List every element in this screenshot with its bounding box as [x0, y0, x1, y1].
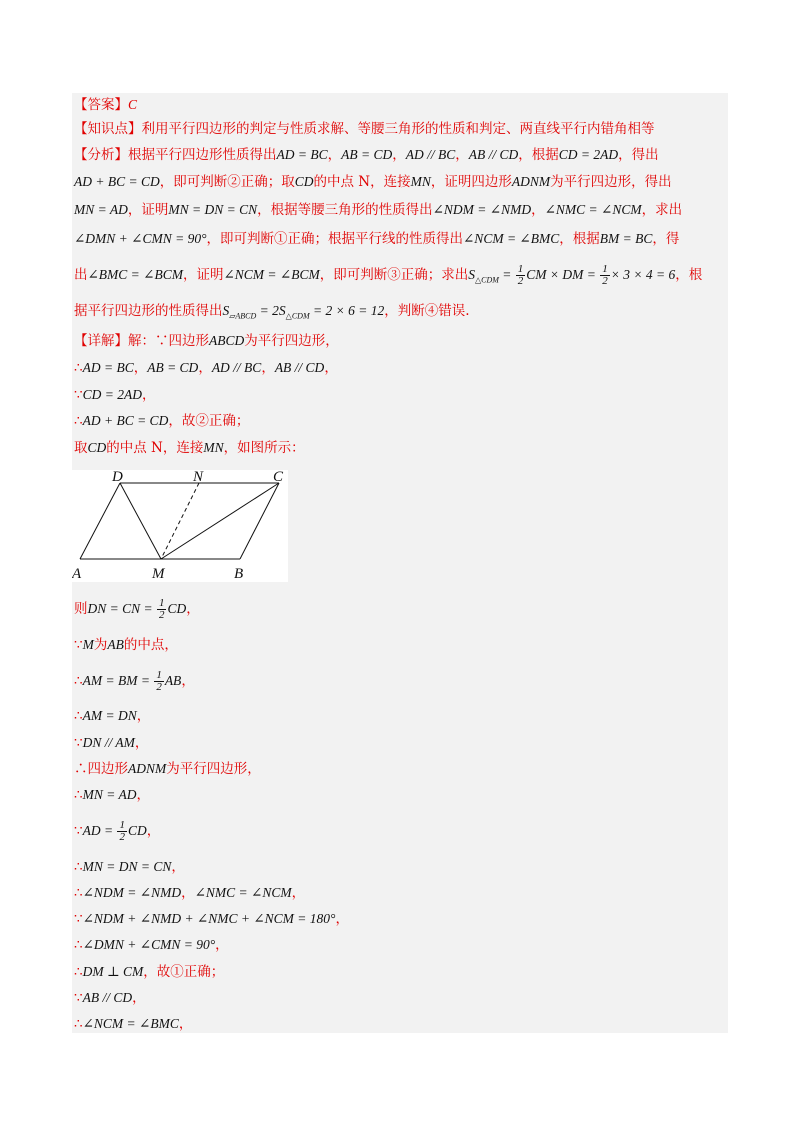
detail-line-1: 【详解】解：∵四边形ABCD为平行四边形， — [74, 333, 339, 349]
analysis-line-1: 【分析】根据平行四边形性质得出AD = BC，AB = CD，AD // BC，AB // CD，根据CD = 2AD，得出 — [74, 147, 659, 163]
step-7: ∴MN = AD， — [74, 787, 150, 803]
fraction: $\frac{1}{2}$ — [602, 263, 608, 287]
answer-line — [74, 96, 724, 114]
parallelogram-figure — [72, 470, 288, 582]
segment-CM — [161, 483, 279, 559]
fraction: $\frac{1}{2}$ — [517, 263, 524, 287]
segment-DM — [120, 483, 161, 559]
step-8: ∵AD = $\frac{1}{2}$ CD， — [74, 819, 161, 843]
step-4: ∴AM = DN， — [74, 708, 151, 724]
label-N: N — [193, 470, 204, 485]
step-2: ∵M为AB的中点， — [74, 637, 178, 653]
step-15: ∴∠NCM = ∠BMC， — [74, 1016, 193, 1032]
detail-line-4: ∴AD + BC = CD，故②正确； — [74, 413, 250, 429]
label-B: B — [234, 566, 244, 582]
detail-line-2: ∴AD = BC，AB = CD，AD // BC，AB // CD， — [74, 360, 338, 376]
step-1: 则DN = CN = $\frac{1}{2}$ CD， — [74, 597, 200, 621]
label-C: C — [273, 470, 284, 485]
fraction: $\frac{1}{2}$ — [156, 669, 162, 693]
answer-value: C — [128, 97, 138, 112]
step-10: ∴∠NDM = ∠NMD，∠NMC = ∠NCM， — [74, 885, 306, 901]
label-M: M — [152, 566, 165, 582]
fraction: $\frac{1}{2}$ — [119, 819, 125, 843]
knowledge-line — [74, 120, 724, 138]
step-9: ∴MN = DN = CN， — [74, 859, 185, 875]
analysis-line-3: MN = AD，证明MN = DN = CN，根据等腰三角形的性质得出∠NDM = ∠NMD，∠NMC = ∠NCM，求出 — [74, 202, 683, 218]
segment-NM-dashed — [161, 483, 199, 559]
label-D: D — [112, 470, 123, 485]
fraction: $\frac{1}{2}$ — [158, 597, 165, 621]
detail-line-5: 取CD的中点 N，连接MN，如图所示： — [74, 440, 305, 456]
detail-label: 【详解】 — [74, 333, 128, 349]
answer-label: 【答案】 — [74, 97, 128, 113]
step-11: ∵∠NDM + ∠NMD + ∠NMC + ∠NCM = 180°， — [74, 911, 349, 927]
detail-line-3: ∵CD = 2AD， — [74, 387, 156, 403]
step-5: ∵DN // AM， — [74, 735, 149, 751]
analysis-line-2: AD + BC = CD，即可判断②正确；取CD的中点 N，连接MN，证明四边形ADNM为平行四边形，得出 — [74, 174, 672, 190]
analysis-line-5: 出∠BMC = ∠BCM，证明∠NCM = ∠BCM，即可判断③正确；求出$S_{\triangle CDM}$ = $\frac{1}{2}$ CM × DM = $\frac{1}{2}$ × 3 × 4 = 6，根 — [74, 263, 703, 287]
label-A: A — [72, 566, 82, 582]
knowledge-label: 【知识点】 — [74, 121, 142, 137]
step-13: ∴DM ⊥ CM，故①正确； — [74, 964, 225, 980]
analysis-line-6: 据平行四边形的性质得出$S_{▱ABCD} = 2S_{\triangle CDM} = 2 \times 6 = 12$，判断④错误. — [74, 303, 470, 321]
analysis-line-4: ∠DMN + ∠CMN = 90°，即可判断①正确；根据平行线的性质得出∠NCM = ∠BMC，根据BM = BC，得 — [74, 231, 680, 247]
step-6: ∴四边形ADNM为平行四边形， — [74, 761, 261, 777]
step-12: ∴∠DMN + ∠CMN = 90°， — [74, 937, 229, 953]
segment-CB — [240, 483, 279, 559]
analysis-label: 【分析】 — [74, 147, 128, 163]
step-3: ∴AM = BM = $\frac{1}{2}$ AB， — [74, 669, 195, 693]
knowledge-text: 利用平行四边形的判定与性质求解、等腰三角形的性质和判定、两直线平行内错角相等 — [141, 121, 655, 137]
step-14: ∵AB // CD， — [74, 990, 146, 1006]
parallelogram-diagram — [72, 470, 288, 582]
segment-DA — [80, 483, 120, 559]
